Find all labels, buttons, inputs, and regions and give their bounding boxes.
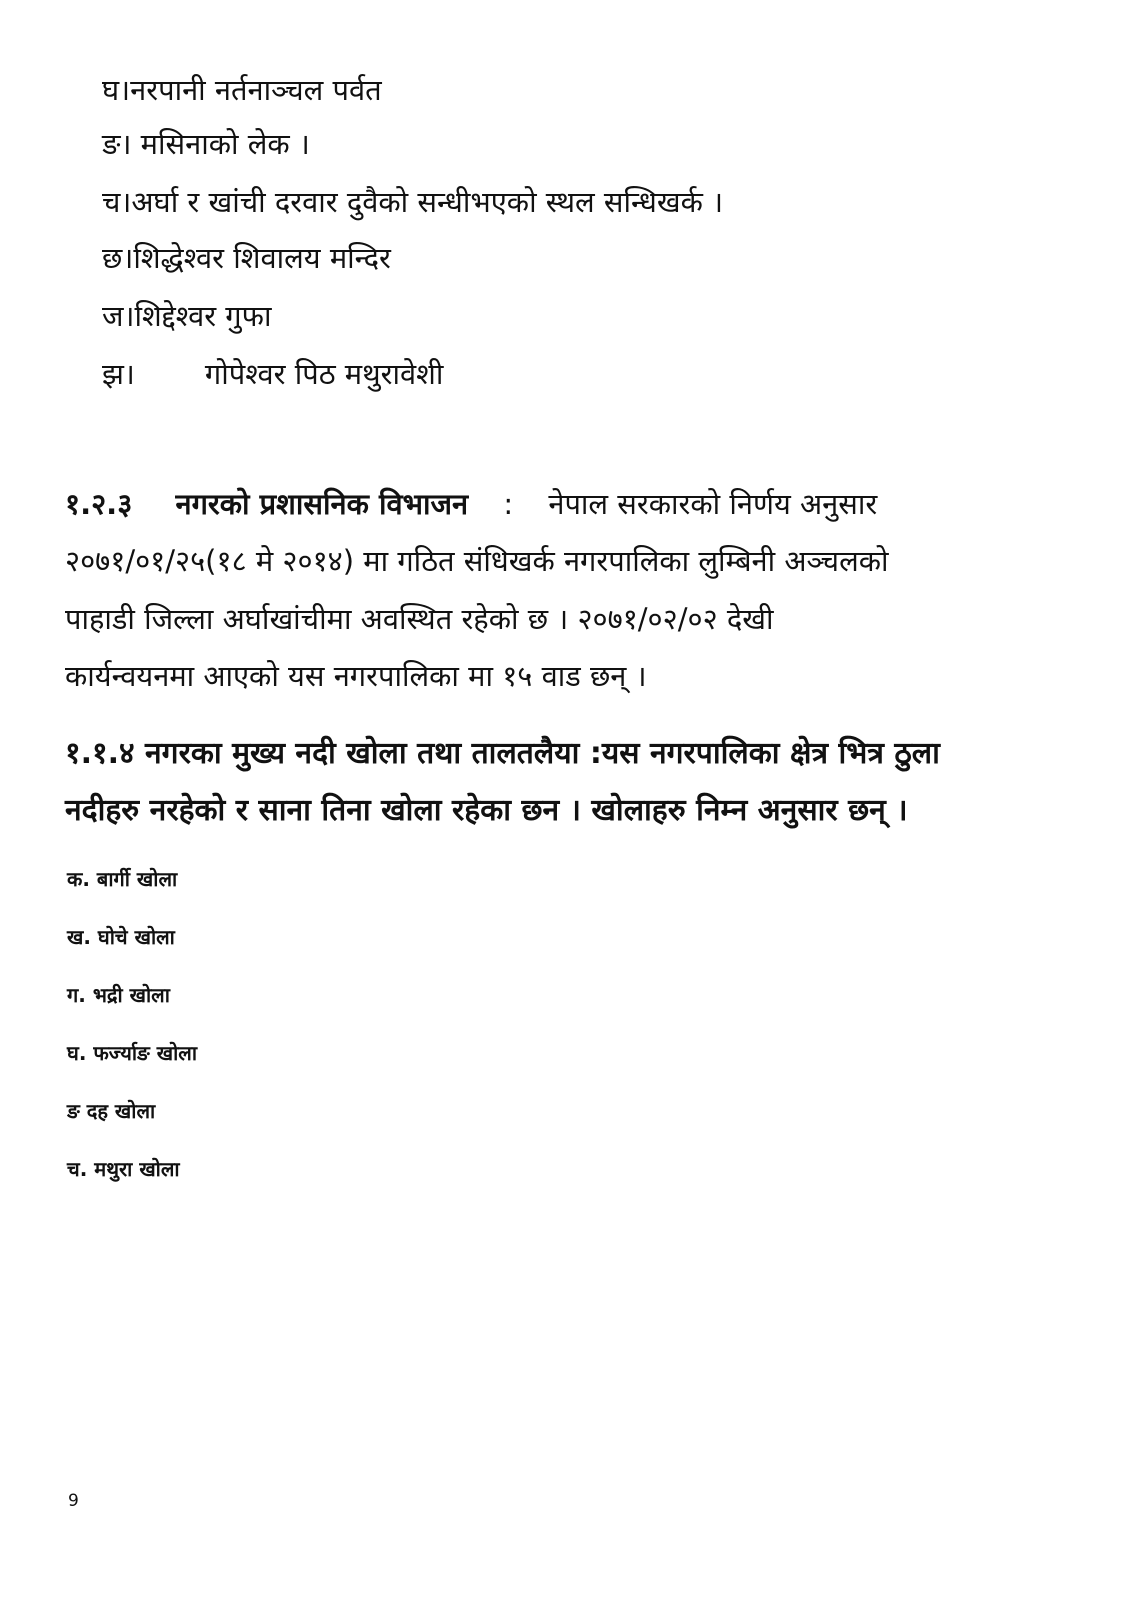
river-item: क. बार्गी खोला xyxy=(67,867,178,891)
river-item: ङ दह खोला xyxy=(67,1099,156,1123)
river-item: घ. फर्ज्याङ खोला xyxy=(67,1041,198,1065)
section-123-line-1 xyxy=(65,484,1055,524)
list-item xyxy=(102,182,723,222)
list-item xyxy=(102,354,443,394)
paragraph-line: २०७१/०१/२५(१८ मे २०१४) मा गठित संधिखर्क नगरपालिका लुम्बिनी अञ्चलको xyxy=(65,544,889,578)
section-title: नगरको प्रशासनिक विभाजन xyxy=(175,487,469,521)
list-text: नरपानी नर्तनाञ्चल पर्वत xyxy=(130,73,382,107)
section-number: १.२.३ xyxy=(65,487,133,521)
list-item xyxy=(102,296,272,336)
list-marker: झ। xyxy=(102,357,135,391)
section-colon: : xyxy=(503,487,514,521)
list-text: गोपेश्वर पिठ मथुरावेशी xyxy=(204,357,444,391)
river-item: ख. घोचे खोला xyxy=(67,925,175,949)
list-marker: ज। xyxy=(102,299,135,333)
list-marker: च। xyxy=(102,185,132,219)
paragraph-text: नेपाल सरकारको निर्णय अनुसार xyxy=(548,487,878,521)
list-text: शिद्देश्वर गुफा xyxy=(134,299,272,333)
section-114-heading-line-1: १.१.४ नगरका मुख्य नदी खोला तथा तालतलैया :यस नगरपालिका क्षेत्र भित्र ठुला xyxy=(65,736,940,771)
page-number: 9 xyxy=(68,1491,79,1511)
list-text: अर्घा र खांची दरवार दुवैको सन्धीभएको स्थल सन्धिखर्क । xyxy=(131,185,724,219)
paragraph-line: पाहाडी जिल्ला अर्घाखांचीमा अवस्थित रहेको छ । २०७१/०२/०२ देखी xyxy=(65,602,774,636)
river-item: ग. भद्री खोला xyxy=(67,983,170,1007)
list-item xyxy=(102,124,310,164)
list-marker: ङ। xyxy=(102,127,132,161)
list-text: शिद्धेश्वर शिवालय मन्दिर xyxy=(133,241,391,275)
list-marker: छ। xyxy=(102,241,134,275)
paragraph-line: कार्यन्वयनमा आएको यस नगरपालिका मा १५ वाड छन् । xyxy=(65,659,647,693)
list-text: मसिनाको लेक । xyxy=(131,127,310,161)
list-marker: घ। xyxy=(102,73,131,107)
section-114-heading-line-2: नदीहरु नरहेको र साना तिना खोला रहेका छन । खोलाहरु निम्न अनुसार छन् । xyxy=(65,793,908,828)
river-item: च. मथुरा खोला xyxy=(67,1157,180,1181)
list-item xyxy=(102,238,391,278)
list-item xyxy=(102,70,382,110)
